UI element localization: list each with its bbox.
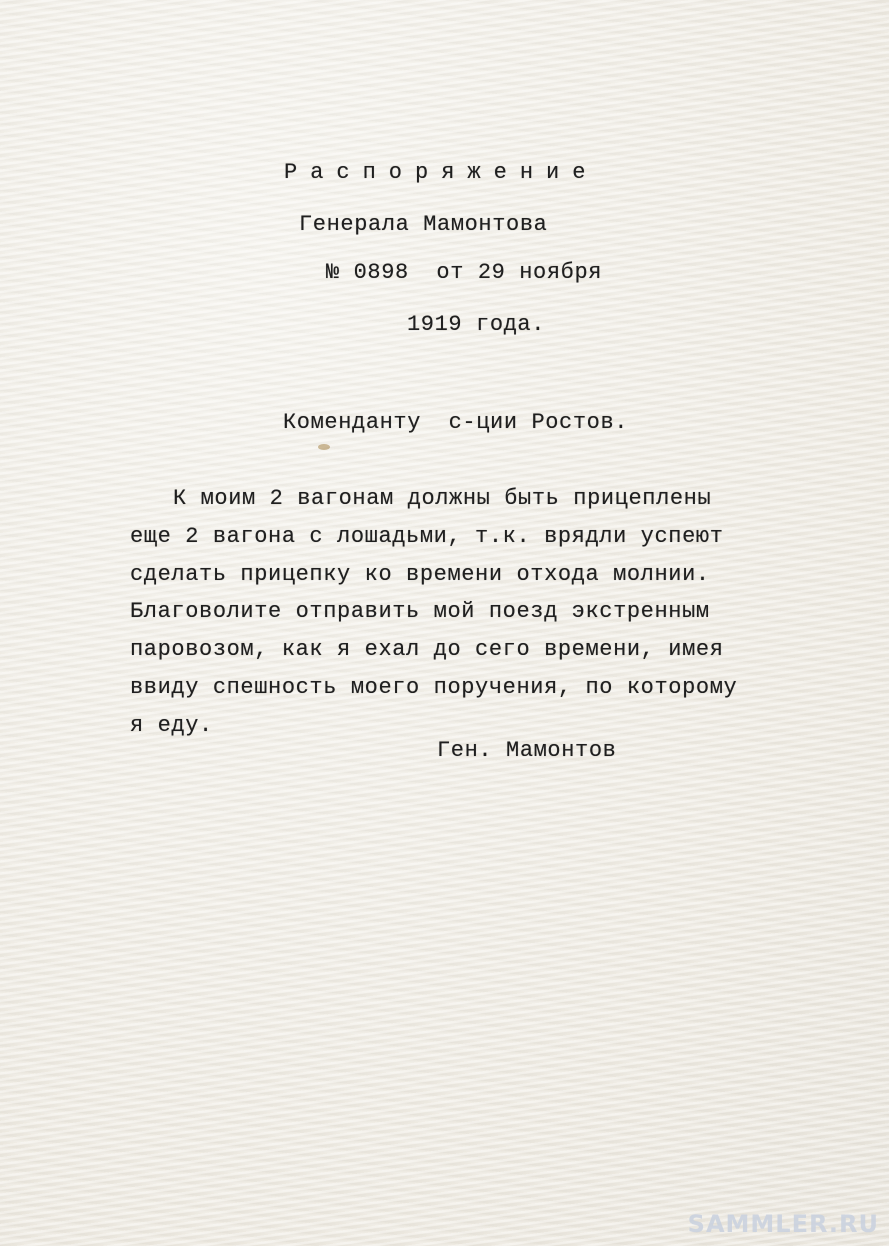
document-year: 1919 года. bbox=[407, 312, 546, 337]
body-line: паровозом, как я ехал до сего времени, имея bbox=[130, 637, 724, 662]
body-line: сделать прицепку ко времени отхода молнии. bbox=[130, 562, 710, 587]
document-title: Распоряжение bbox=[284, 160, 599, 185]
document-subtitle: Генерала Мамонтова bbox=[299, 212, 548, 237]
body-line: К моим 2 вагонам должны быть прицеплены bbox=[173, 486, 712, 511]
body-line: еще 2 вагона с лошадьми, т.к. врядли успеют bbox=[130, 524, 724, 549]
document-number-date: № 0898 от 29 ноября bbox=[326, 260, 603, 285]
body-line: ввиду спешность моего поручения, по которому bbox=[130, 675, 738, 700]
addressee: Коменданту с-ции Ростов. bbox=[283, 410, 629, 435]
site-watermark: SAMMLER.RU bbox=[687, 1210, 879, 1238]
signature: Ген. Мамонтов bbox=[437, 738, 617, 763]
body-line: я еду. bbox=[130, 713, 213, 738]
ink-smudge bbox=[318, 444, 330, 450]
body-line: Благоволите отправить мой поезд экстренным bbox=[130, 599, 710, 624]
